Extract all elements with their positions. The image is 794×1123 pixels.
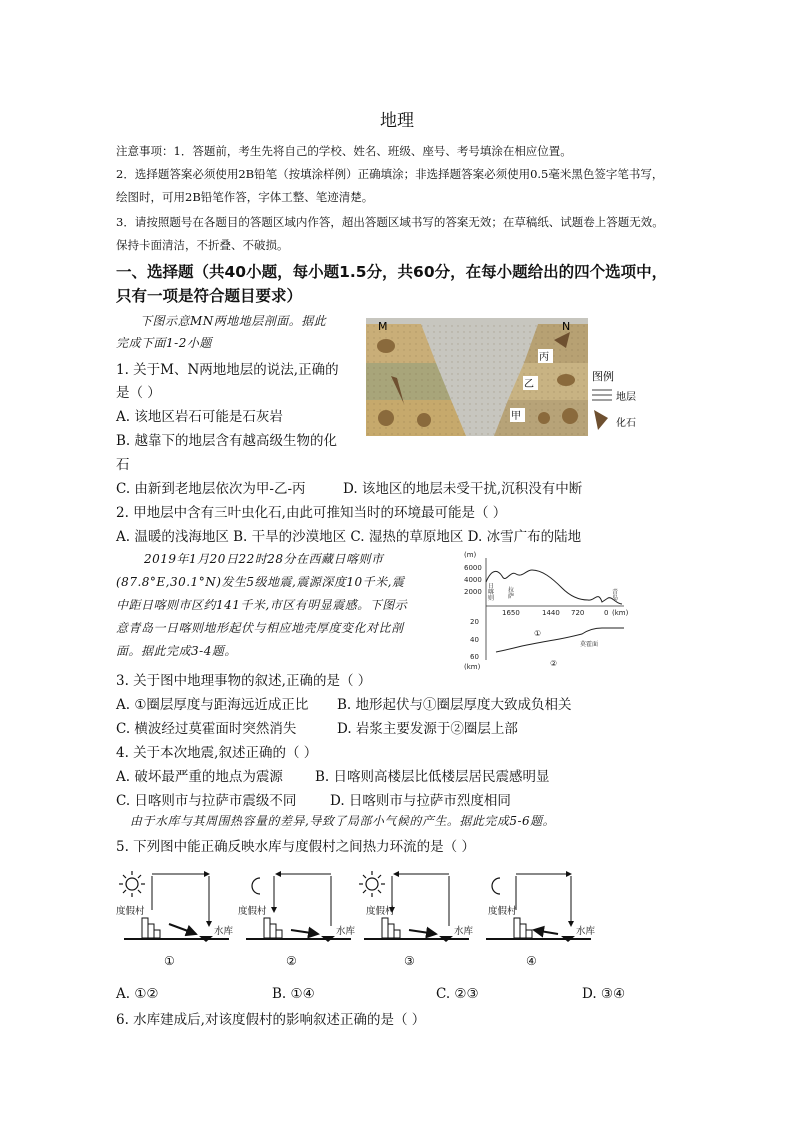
section-title-line-1: 一、选择题（共40小题，每小题1.5分，共60分，在每小题给出的四个选项中， bbox=[116, 263, 668, 281]
layer-1-label: ① bbox=[534, 629, 542, 638]
diagram-1 bbox=[116, 871, 234, 968]
x-tick-720: 720 bbox=[571, 609, 585, 617]
thermal-circulation-figures bbox=[114, 866, 634, 974]
q5-option-c: C. ②③ bbox=[436, 986, 479, 1002]
intro-2-line-2: (87.8°E,30.1°N)发生5级地震,震源深度10千米,震 bbox=[116, 575, 405, 589]
village-label: 度假村 bbox=[366, 906, 395, 917]
unit-m: (m) bbox=[464, 551, 477, 559]
q3-option-d: D. 岩浆主要发源于②圈层上部 bbox=[337, 721, 518, 737]
intro-2-line-4: 意青岛一日喀则地形起伏与相应地壳厚度变化对比剖 bbox=[116, 621, 404, 635]
moho-label: 莫霍面 bbox=[580, 641, 599, 648]
diagram-number-4: ④ bbox=[526, 954, 537, 968]
diagram-2 bbox=[238, 874, 356, 968]
x-tick-1650: 1650 bbox=[502, 609, 520, 617]
y-tick-40: 40 bbox=[470, 636, 479, 644]
note-line-1: 注意事项：1．答题前，考生先将自己的学校、姓名、班级、座号、考号填涂在相应位置。 bbox=[116, 144, 572, 158]
q4-option-d: D. 日喀则市与拉萨市烈度相同 bbox=[330, 793, 511, 809]
reservoir-label: 水库 bbox=[214, 926, 234, 937]
sun-icon bbox=[119, 871, 145, 897]
x-tick-1440: 1440 bbox=[542, 609, 560, 617]
legend-title: 图例 bbox=[592, 370, 614, 383]
y-tick-6000: 6000 bbox=[464, 564, 482, 572]
q2-stem: 2. 甲地层中含有三叶虫化石,由此可推知当时的环境最可能是（ ） bbox=[116, 505, 507, 521]
diagram-number-2: ② bbox=[286, 954, 297, 968]
q1-option-b-line-2: 石 bbox=[116, 457, 130, 473]
q6-stem: 6. 水库建成后,对该度假村的影响叙述正确的是（ ） bbox=[116, 1012, 426, 1028]
q4-stem: 4. 关于本次地震,叙述正确的（ ） bbox=[116, 745, 318, 761]
intro-1-line-2: 完成下面1-2小题 bbox=[116, 336, 212, 350]
label-bing: 丙 bbox=[539, 352, 549, 363]
village-label: 度假村 bbox=[238, 906, 267, 917]
q1-option-a: A. 该地区岩石可能是石灰岩 bbox=[116, 409, 283, 425]
intro-1-line-1: 下图示意MN两地地层剖面。据此 bbox=[140, 314, 327, 328]
label-yi: 乙 bbox=[524, 379, 534, 390]
q3-option-a: A. ①圈层厚度与距海远近成正比 bbox=[116, 697, 309, 713]
diagram-3 bbox=[359, 871, 474, 968]
q5-stem: 5. 下列图中能正确反映水库与度假村之间热力环流的是（ ） bbox=[116, 839, 475, 855]
q2-options: A. 温暖的浅海地区 B. 干旱的沙漠地区 C. 湿热的草原地区 D. 冰雪广布的陆地 bbox=[116, 529, 582, 545]
terrain-profile-line bbox=[486, 570, 622, 604]
moon-icon bbox=[492, 878, 500, 894]
q4-option-c: C. 日喀则市与拉萨市震级不同 bbox=[116, 793, 297, 809]
diagram-4 bbox=[486, 874, 596, 968]
city-left-label: 日喀则 bbox=[488, 583, 495, 602]
q1-stem-line-2: 是（ ） bbox=[116, 385, 161, 401]
section-title-line-2: 只有一项是符合题目要求） bbox=[116, 287, 303, 305]
intro-2-line-1: 2019年1月20日22时28分在西藏日喀则市 bbox=[144, 552, 384, 566]
y-tick-4000: 4000 bbox=[464, 576, 482, 584]
q5-option-b: B. ①④ bbox=[272, 986, 315, 1002]
label-m: M bbox=[378, 320, 388, 333]
q1-option-c: C. 由新到老地层依次为甲-乙-丙 bbox=[116, 481, 306, 497]
q3-option-c: C. 横波经过莫霍面时突然消失 bbox=[116, 721, 297, 737]
q3-stem: 3. 关于图中地理事物的叙述,正确的是（ ） bbox=[116, 673, 372, 689]
reservoir-label: 水库 bbox=[576, 926, 596, 937]
fossil-trilobite-icon bbox=[538, 412, 550, 424]
legend-fossil: 化石 bbox=[616, 418, 636, 429]
city-mid-label: 拉萨 bbox=[508, 587, 515, 600]
reservoir-label: 水库 bbox=[336, 926, 356, 937]
diagram-number-1: ① bbox=[164, 954, 175, 968]
terrain-crust-profile-figure bbox=[462, 548, 632, 670]
intro-2-line-3: 中距日喀则市区约141千米,市区有明显震感。下图示 bbox=[116, 598, 408, 612]
q4-option-a: A. 破坏最严重的地点为震源 bbox=[116, 769, 283, 785]
village-label: 度假村 bbox=[116, 906, 145, 917]
intro-2-line-5: 面。据此完成3-4题。 bbox=[116, 644, 237, 658]
label-n: N bbox=[562, 320, 571, 333]
fossil-shell-icon bbox=[377, 339, 395, 353]
intro-3: 由于水库与其周围热容量的差异,导致了局部小气候的产生。据此完成5-6题。 bbox=[130, 814, 556, 828]
city-right-label: 青岛 bbox=[612, 589, 619, 602]
legend-layer: 地层 bbox=[616, 392, 636, 403]
layer-2-label: ② bbox=[550, 659, 558, 668]
y-tick-60: 60 bbox=[470, 653, 479, 661]
fossil-trilobite-icon bbox=[562, 408, 578, 424]
fossil-trilobite-icon bbox=[378, 410, 394, 426]
sun-icon bbox=[359, 871, 385, 897]
x-tick-0: 0 bbox=[604, 609, 609, 617]
note-line-2: 2．选择题答案必须使用2B铅笔（按填涂样例）正确填涂；非选择题答案必须使用0.5毫米黑色签字笔书写， bbox=[116, 167, 664, 181]
q1-option-d: D. 该地区的地层未受干扰,沉积没有中断 bbox=[343, 481, 583, 497]
label-jia: 甲 bbox=[511, 411, 521, 422]
unit-km-axis: (km) bbox=[612, 609, 629, 617]
y-tick-2000: 2000 bbox=[464, 588, 482, 596]
y-tick-20: 20 bbox=[470, 618, 479, 626]
q5-option-d: D. ③④ bbox=[582, 986, 626, 1002]
note-line-4: 3．请按照题号在各题目的答题区域内作答，超出答题区域书写的答案无效；在草稿纸、试题卷上答题无效。 bbox=[116, 215, 664, 229]
diagram-number-3: ③ bbox=[404, 954, 415, 968]
village-label: 度假村 bbox=[488, 906, 517, 917]
q1-option-b-line-1: B. 越靠下的地层含有越高级生物的化 bbox=[116, 433, 338, 449]
fossil-shell-icon bbox=[557, 374, 575, 386]
page-title: 地理 bbox=[380, 111, 414, 131]
moon-icon bbox=[252, 878, 260, 894]
q5-option-a: A. ①② bbox=[116, 986, 159, 1002]
q3-option-b: B. 地形起伏与①圈层厚度大致成负相关 bbox=[337, 697, 572, 713]
q1-stem-line-1: 1. 关于M、N两地地层的说法,正确的 bbox=[116, 362, 339, 378]
q4-option-b: B. 日喀则高楼层比低楼层居民震感明显 bbox=[315, 769, 550, 785]
fossil-trilobite-icon bbox=[417, 413, 431, 427]
strata-section-figure bbox=[366, 318, 656, 438]
moho-line bbox=[496, 628, 624, 652]
note-line-3: 绘图时，可用2B铅笔作答，字体工整、笔迹清楚。 bbox=[116, 190, 374, 204]
reservoir-label: 水库 bbox=[454, 926, 474, 937]
unit-km-left: (km) bbox=[464, 663, 481, 670]
note-line-5: 保持卡面清洁，不折叠、不破损。 bbox=[116, 238, 289, 252]
legend-fossil-icon bbox=[594, 410, 608, 430]
